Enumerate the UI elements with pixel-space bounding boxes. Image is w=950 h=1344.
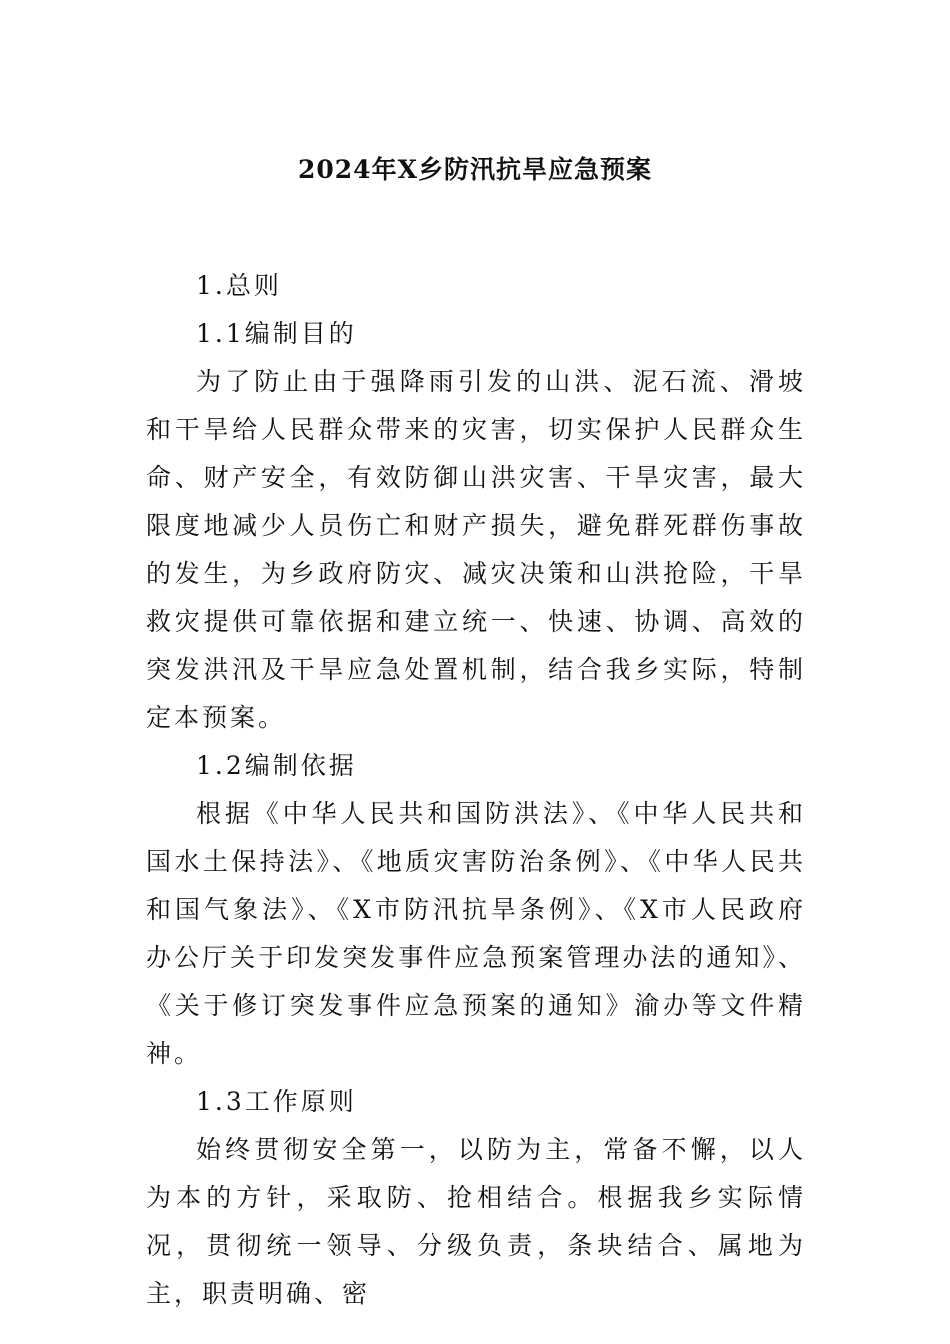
section-heading-principles: 1.3工作原则 — [196, 1087, 357, 1116]
section-text-basis: 根据《中华人民共和国防洪法》、《中华人民共和国水土保持法》、《地质灾害防治条例》、《中华人民共和国气象法》、《X市防汛抗旱条例》、《X市人民政府办公厅关于印发突发事件应急预案管理办法的通知》、《关于修订突发事件应急预案的通知》渝办等文件精神。 — [146, 799, 806, 1068]
section-heading-purpose: 1.1编制目的 — [196, 319, 357, 348]
section-heading-basis: 1.2编制依据 — [196, 751, 357, 780]
section-text-principles: 始终贯彻安全第一，以防为主，常备不懈，以人为本的方针，采取防、抢相结合。根据我乡实际情况，贯彻统一领导、分级负责，条块结合、属地为主，职责明确、密 — [146, 1135, 806, 1308]
document-body — [146, 262, 806, 1318]
section-text-purpose: 为了防止由于强降雨引发的山洪、泥石流、滑坡和干旱给人民群众带来的灾害，切实保护人民群众生命、财产安全，有效防御山洪灾害、干旱灾害，最大限度地减少人员伤亡和财产损失，避免群死群伤事故的发生，为乡政府防灾、减灾决策和山洪抢险，干旱救灾提供可靠依据和建立统一、快速、协调、高效的突发洪汛及干旱应急处置机制，结合我乡实际，特制定本预案。 — [146, 367, 806, 732]
document-title: 2024年X乡防汛抗旱应急预案 — [298, 155, 652, 184]
section-heading-general: 1.总则 — [196, 271, 282, 300]
